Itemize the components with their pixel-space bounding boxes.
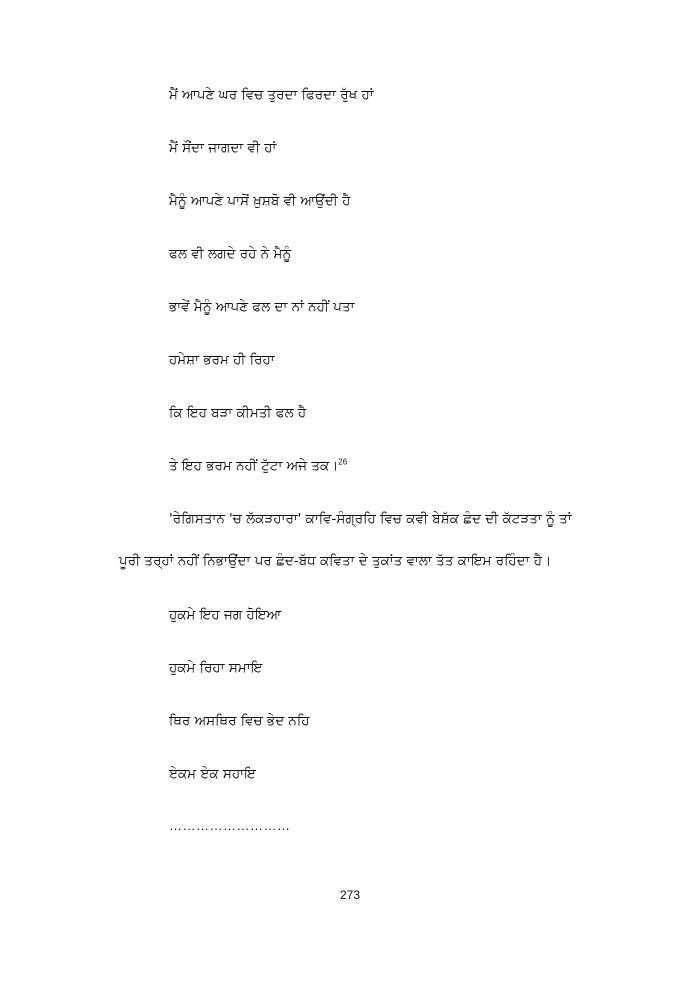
poem-line: ਮੈਨੂੰ ਆਪਣੇ ਪਾਸੋਂ ਖ਼ੁਸ਼ਬੋ ਵੀ ਆਉਂਦੀ ਹੈ (169, 193, 351, 209)
poem-line-text: ਤੇ ਇਹ ਭਰਮ ਨਹੀਂ ਟੁੱਟਾ ਅਜੇ ਤਕ। (169, 458, 339, 474)
poem-line: ਮੈਂ ਆਪਣੇ ਘਰ ਵਿਚ ਤੁਰਦਾ ਫਿਰਦਾ ਰੁੱਖ ਹਾਂ (169, 87, 374, 103)
poem-line: ਕਿ ਇਹ ਬੜਾ ਕੀਮਤੀ ਫਲ ਹੈ (169, 405, 307, 421)
poem-line: ਹੁਕਮੇ ਇਹ ਜਗ ਹੋਇਆ (169, 607, 282, 623)
ellipsis-separator: ……………………… (169, 818, 291, 833)
poem-line: ਹਮੇਸ਼ਾ ਭਰਮ ਹੀ ਰਿਹਾ (169, 352, 275, 368)
poem-line-with-footnote (169, 457, 347, 475)
poem-line: ਹੁਕਮੇ ਰਿਹਾ ਸਮਾਇ (169, 660, 263, 676)
paragraph-line-2: ਪੂਰੀ ਤਰ੍ਹਾਂ ਨਹੀਂ ਨਿਭਾਉਂਦਾ ਪਰ ਛੰਦ-ਬੱਧ ਕਵਿਤਾ ਦੇ ਤੁਕਾਂਤ ਵਾਲਾ ਤੱਤ ਕਾਇਮ ਰਹਿੰਦਾ ਹੈ। (119, 553, 552, 569)
poem-line: ਫਲ ਵੀ ਲਗਦੇ ਰਹੇ ਨੇ ਮੈਨੂੰ (169, 246, 292, 262)
paragraph-line-1: 'ਰੇਗਿਸਤਾਨ 'ਚ ਲੱਕੜਹਾਰਾ' ਕਾਵਿ-ਸੰਗ੍ਰਹਿ ਵਿਚ ਕਵੀ ਬੇਸ਼ੱਕ ਛੰਦ ਦੀ ਕੱਟੜਤਾ ਨੂੰ ਤਾਂ (169, 511, 572, 527)
poem-line: ਭਾਵੇਂ ਮੈਨੂੰ ਆਪਣੇ ਫਲ ਦਾ ਨਾਂ ਨਹੀਂ ਪਤਾ (169, 299, 355, 315)
poem-line: ਮੈਂ ਸੌਂਦਾ ਜਾਗਦਾ ਵੀ ਹਾਂ (169, 140, 277, 156)
page-number: 273 (339, 888, 361, 902)
poem-line: ਥਿਰ ਅਸਥਿਰ ਵਿਚ ਭੇਦ ਨਹਿ (169, 713, 310, 729)
footnote-reference: 26 (338, 457, 348, 467)
poem-line: ਏਕਮ ਏਕ ਸਹਾਇ (169, 766, 256, 782)
